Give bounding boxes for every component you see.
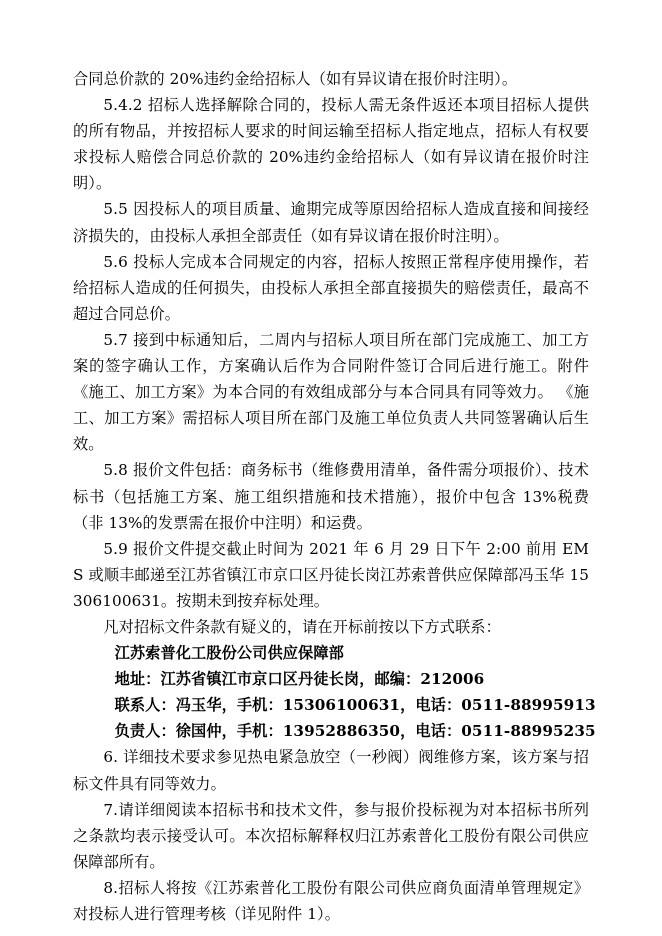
paragraph-clause-5-8: 5.8 报价文件包括：商务标书（维修费用清单，备件需分项报价）、技术标书（包括施工方案、施工组织措施和技术措施），报价中包含 13%税费（非 13%的发票需在报价中注明）和运费。 xyxy=(73,461,589,532)
paragraph-clause-5-4-2: 5.4.2 招标人选择解除合同的，投标人需无条件返还本项目招标人提供的所有物品，并按招标人要求的时间运输至招标人指定地点，招标人有权要求投标人赔偿合同总价款的 20%违约金给招标人（如有异议请在报价时注明）。 xyxy=(73,96,589,193)
paragraph-clause-5-7: 5.7 接到中标通知后，二周内与招标人项目所在部门完成施工、加工方案的签字确认工作，方案确认后作为合同附件签订合同后进行施工。附件《施工、加工方案》为本合同的有效组成部分与本合同具有同等效力。 《施工、加工方案》需招标人项目所在部门及施工单位负责人共同签署确认后生效。 xyxy=(73,330,589,454)
paragraph-clause-7: 7.请详细阅读本招标书和技术文件，参与报价投标视为对本招标书所列之条款均表示接受认可。本次招标解释权归江苏索普化工股份有限公司供应保障部所有。 xyxy=(73,800,589,871)
paragraph-clause-5-6: 5.6 投标人完成本合同规定的内容，招标人按照正常程序使用操作，若给招标人造成的任何损失，由投标人承担全部直接损失的赔偿责任，最高不超过合同总价。 xyxy=(73,252,589,323)
paragraph-contact-intro: 凡对招标文件条款有疑义的，请在开标前按以下方式联系： xyxy=(103,617,501,636)
document-body xyxy=(73,66,596,927)
contact-information-block xyxy=(73,640,596,744)
contact-department: 江苏索普化工股份公司供应保障部 xyxy=(114,644,344,663)
paragraph-clause-8: 8.招标人将按《江苏索普化工股份有限公司供应商负面清单管理规定》对投标人进行管理考核（详见附件 1）。 xyxy=(73,878,589,923)
paragraph-clause-6: 6. 详细技术要求参见热电紧急放空（一秒阀）阀维修方案，该方案与招标文件具有同等效力。 xyxy=(73,748,589,793)
paragraph-clause-5-4-2-continued: 合同总价款的 20%违约金给招标人（如有异议请在报价时注明）。 xyxy=(73,70,518,88)
contact-person: 联系人：冯玉华，手机：15306100631，电话：0511-88995913 xyxy=(114,696,596,715)
contact-manager: 负责人：徐国仲，手机：13952886350，电话：0511-88995235 xyxy=(114,722,596,741)
contact-address: 地址：江苏省镇江市京口区丹徒长岗，邮编：212006 xyxy=(114,670,485,689)
paragraph-clause-5-9: 5.9 报价文件提交截止时间为 2021 年 6 月 29 日下午 2:00 前用 EMS 或顺丰邮递至江苏省镇江市京口区丹徒长岗江苏索普供应保障部冯玉华 15306100631。按期未到按弃标处理。 xyxy=(73,539,589,610)
paragraph-clause-5-5: 5.5 因投标人的项目质量、逾期完成等原因给招标人造成直接和间接经济损失的，由投标人承担全部责任（如有异议请在报价时注明）。 xyxy=(73,200,589,245)
